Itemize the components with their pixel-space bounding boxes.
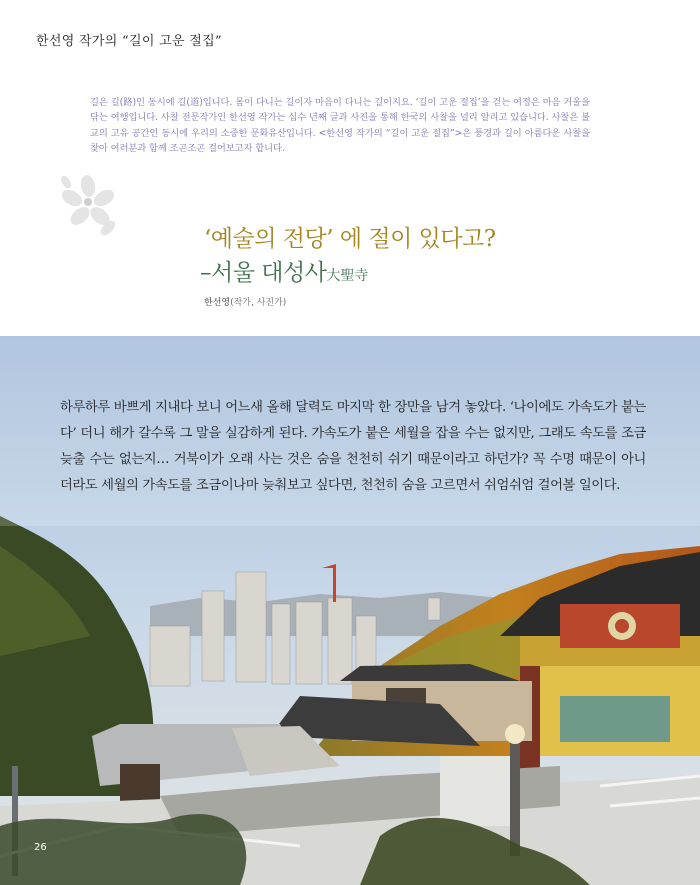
flower-ornament-icon bbox=[58, 172, 122, 238]
page-number: 26 bbox=[34, 842, 47, 853]
article-subtitle bbox=[200, 254, 368, 287]
subtitle-hanja: 大聖寺 bbox=[326, 268, 369, 284]
article-title: ‘예술의 전당’ 에 절이 있다고? bbox=[204, 226, 496, 252]
author-role: (작가, 사진가) bbox=[230, 298, 287, 308]
running-header: 한선영 작가의 “길이 고운 절집” bbox=[36, 34, 222, 49]
subtitle-temple-name: 서울 대성사 bbox=[211, 260, 327, 286]
body-paragraph: 하루하루 바쁘게 지내다 보니 어느새 올해 달력도 마지막 한 장만을 남겨 놓았다. ‘나이에도 가속도가 붙는다’ 더니 해가 갈수록 그 말을 실감하게 된다. 가속도가 붙은 세월을 잡을 수는 없지만, 그래도 속도를 조금 늦출 수는 없는지… 거북이가 오래 사는 것은 숨을 천천히 쉬기 때문이라고 하던가? 꼭 수명 때문이 아니더라도 세월의 가속도를 조금이나마 늦춰보고 싶다면, 천천히 숨을 고르면서 쉬엄쉬엄 걸어볼 일이다. bbox=[60, 400, 646, 493]
author-name: 한선영 bbox=[204, 298, 231, 308]
intro-paragraph: 길은 길(路)인 동시에 길(道)입니다. 몸이 다니는 길이자 마음이 다니는 길이지요. ‘길이 고운 절집’을 걷는 여정은 마음 거울을 닦는 여행입니다. 사찰 전문작가인 한선영 작가는 십수 년째 글과 사진을 통해 한국의 사찰을 널리 알리고 있습니다. 사찰은 불교의 고유 공간인 동시에 우리의 소중한 문화유산입니다. <한선영 작가의 “길이 고운 절집”>은 풍경과 길이 아름다운 사찰을 찾아 여러분과 함께 조곤조곤 걸어보고자 합니다. bbox=[90, 97, 590, 155]
byline bbox=[204, 295, 286, 308]
subtitle-dash: – bbox=[200, 260, 211, 286]
